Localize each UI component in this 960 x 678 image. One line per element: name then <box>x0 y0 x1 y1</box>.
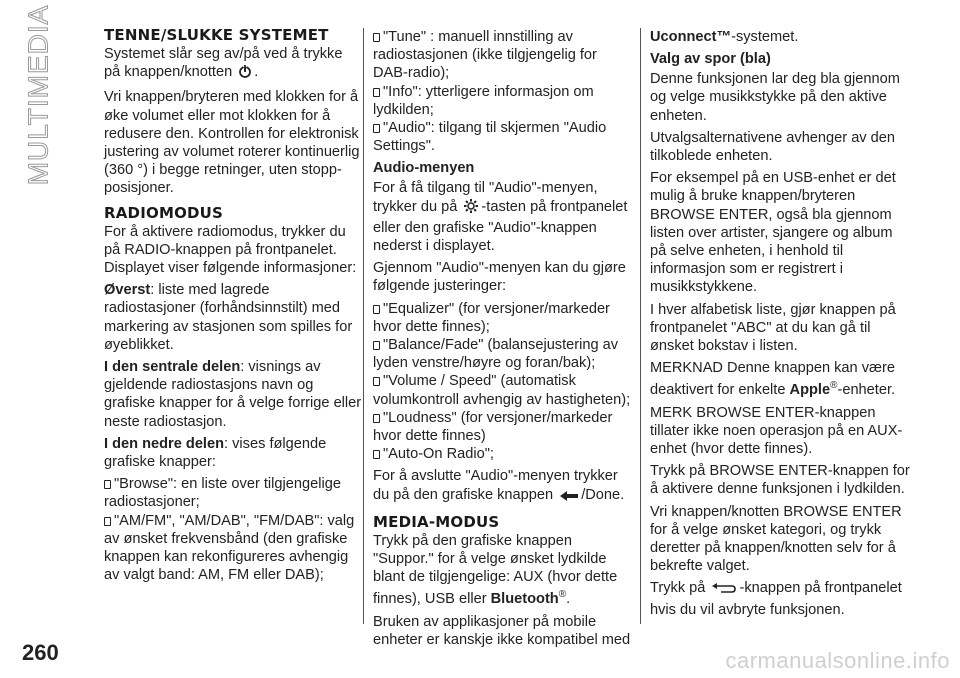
bullet-box-icon <box>373 377 380 386</box>
paragraph-note-1: MERKNAD Denne knappen kan være deaktivert for enkelte Apple®-enheter. <box>650 360 896 399</box>
column-3 <box>650 28 912 623</box>
heading-radio-mode: RADIOMODUS <box>104 203 224 222</box>
back-arrow-icon <box>559 489 579 507</box>
list-item-balance: "Balance/Fade" (balansejustering av lyden venstre/høyre og foran/bak); <box>373 337 619 372</box>
list-item-browse: "Browse": en liste over tilgjengelige radiostasjoner; <box>104 476 341 511</box>
list-item-loudness: "Loudness" (for versjoner/markeder hvor dette finnes) <box>373 409 613 445</box>
list-item-audio: "Audio": tilgang til skjermen "Audio Settings". <box>373 120 607 155</box>
bullet-box-icon <box>373 341 380 350</box>
heading-track-selection: Valg av spor (bla) <box>650 51 771 68</box>
list-item-auto-on: "Auto-On Radio"; <box>373 445 631 463</box>
paragraph-radio-bottom: I den nedre delen: vises følgende grafiske knapper: <box>104 435 327 471</box>
paragraph-media-1: Trykk på den grafiske knappen "Suppor." for å velge ønsket lydkilde blant de tilgjengelige: AUX (hvor dette finnes), USB eller Bluetooth®. <box>373 532 618 608</box>
list-item-equalizer: "Equalizer" (for versjoner/markeder hvor dette finnes); <box>373 300 610 335</box>
bullet-box-icon <box>104 480 111 489</box>
paragraph-track-1: Denne funksjonen lar deg bla gjennom og velge musikkstykke på den aktive enheten. <box>650 71 900 124</box>
return-arrow-icon <box>711 582 737 600</box>
heading-audio-menu: Audio-menyen <box>373 160 475 177</box>
paragraph-radio-middle: I den sentrale delen: visnings av gjeldende radiostasjons navn og grafiske knapper for å velge forrige eller neste radiostasjon. <box>104 359 362 430</box>
column-2 <box>373 28 631 653</box>
paragraph-track-5: Trykk på BROWSE ENTER-knappen for å aktivere denne funksjonen i lydkilden. <box>650 463 910 498</box>
paragraph-power-2: Vri knappen/bryteren med klokken for å øke volumet eller mot klokken for å redusere den. Kontrollen for elektronisk justering av volumet roterer kontinuerlig (360 °) i begge retninger, uten stopp-posisjoner. <box>104 89 360 197</box>
heading-media-mode: MEDIA-MODUS <box>373 512 500 531</box>
paragraph-audio-1: For å få tilgang til "Audio"-menyen, trykker du på -tasten på frontpanelet eller den grafiske "Audio"-knappen nederst i displayet. <box>373 180 628 255</box>
paragraph-track-4: I hver alfabetisk liste, gjør knappen på frontpanelet "ABC" at du kan gå til ønsket bokstav i listen. <box>650 301 896 355</box>
paragraph-audio-2: Gjennom "Audio"-menyen kan du gjøre følgende justeringer: <box>373 260 626 295</box>
bullet-box-icon <box>373 414 380 423</box>
column-1 <box>104 28 362 584</box>
paragraph-audio-exit: For å avslutte "Audio"-menyen trykker du på den grafiske knappen /Done. <box>373 467 631 506</box>
paragraph-uconnect: Uconnect™-systemet. <box>650 29 799 45</box>
settings-gear-icon <box>463 198 479 219</box>
list-item-volume-speed: "Volume / Speed" (automatisk volumkontroll avhengig av hastigheten); <box>373 373 631 408</box>
paragraph-back: Trykk på -knappen på frontpanelet hvis du vil avbryte funksjonen. <box>650 580 902 618</box>
paragraph-media-2: Bruken av applikasjoner på mobile enheter er kanskje ikke kompatibel med <box>373 613 631 648</box>
watermark: carmanualsonline.info <box>725 648 950 673</box>
paragraph-power-1: Systemet slår seg av/på ved å trykke på knappen/knotten . <box>104 45 362 84</box>
paragraph-track-2: Utvalgsalternativene avhenger av den tilkoblede enheten. <box>650 129 896 165</box>
bullet-box-icon <box>373 124 380 133</box>
column-divider-1 <box>363 28 364 624</box>
power-icon <box>238 65 252 84</box>
list-item-tune: "Tune" : manuell innstilling av radiostasjonen (ikke tilgjengelig for DAB-radio); <box>373 29 597 82</box>
page-number: 260 <box>22 640 59 665</box>
paragraph-track-3: For eksempel på en USB-enhet er det mulig å bruke knappen/bryteren BROWSE ENTER, også bla gjennom listen over artister, sjangere og album på selve enheten, i henhold til informasjon som er registrert i musikkstykkene. <box>650 170 896 296</box>
list-item-band: "AM/FM", "AM/DAB", "FM/DAB": valg av ønsket frekvensbånd (den grafiske knappen kan rekonfigureres avhengig av valgt band: AM, FM eller DAB); <box>104 512 355 584</box>
bullet-box-icon <box>373 305 380 314</box>
bullet-box-icon <box>373 33 380 42</box>
bullet-box-icon <box>104 517 111 526</box>
heading-power-system: TENNE/SLUKKE SYSTEMET <box>104 26 329 44</box>
list-item-info: "Info": ytterligere informasjon om lydkilden; <box>373 83 594 118</box>
section-label: MULTIMEDIA <box>22 4 54 186</box>
paragraph-note-2: MERK BROWSE ENTER-knappen tillater ikke noen operasjon på en AUX-enhet (hvor dette finnes). <box>650 404 903 457</box>
paragraph-track-6: Vri knappen/knotten BROWSE ENTER for å velge ønsket kategori, og trykk deretter på knappen/knotten selv for å bekrefte valget. <box>650 503 902 575</box>
column-divider-2 <box>640 28 641 624</box>
paragraph-radio-1: For å aktivere radiomodus, trykker du på RADIO-knappen på frontpanelet. Displayet viser følgende informasjoner: <box>104 223 357 277</box>
bullet-box-icon <box>373 450 380 459</box>
bullet-box-icon <box>373 88 380 97</box>
paragraph-radio-top: Øverst: liste med lagrede radiostasjoner (forhåndsinnstilt) med markering av stasjonen som spilles for øyeblikket. <box>104 282 353 353</box>
